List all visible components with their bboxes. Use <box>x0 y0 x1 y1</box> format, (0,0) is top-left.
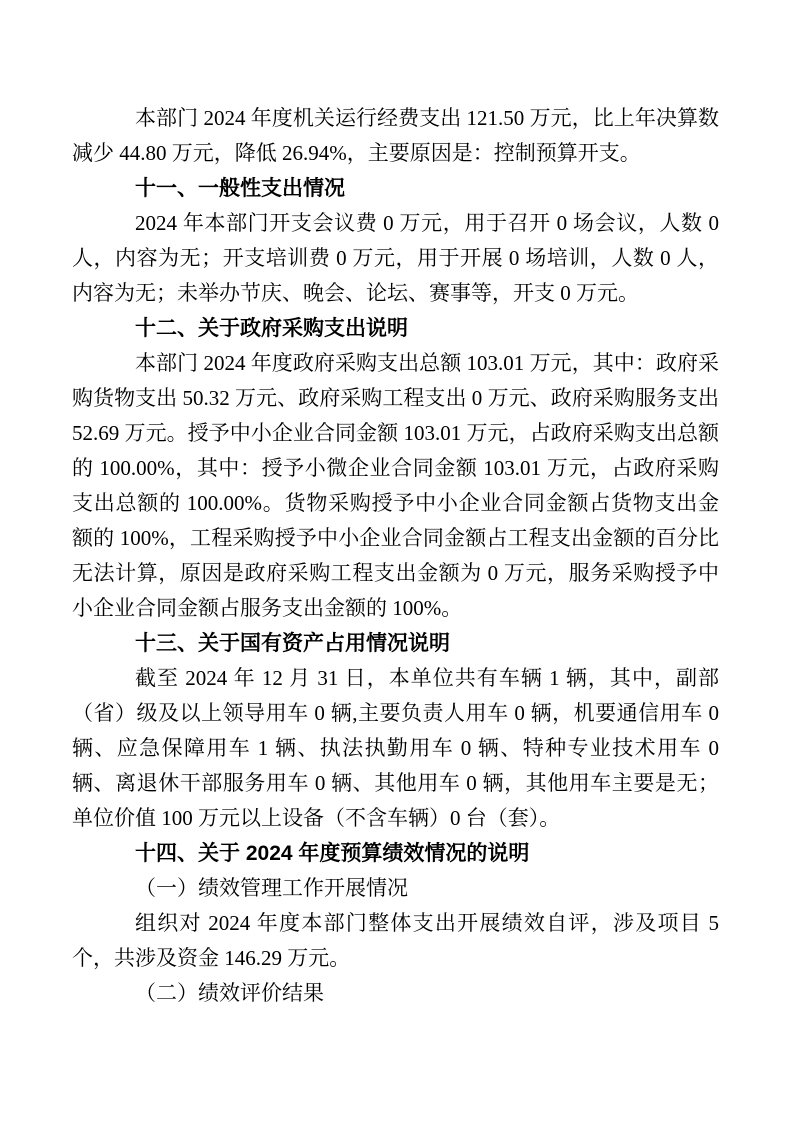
subheading-performance-management-work: （一）绩效管理工作开展情况 <box>135 877 408 900</box>
paragraph-government-procurement-detail: 本部门 2024 年度政府采购支出总额 103.01 万元，其中：政府采购货物支出 50.32 万元、政府采购工程支出 0 万元、政府采购服务支出 52.69 万元。授予中小企业合同金额 103.01 万元，占政府采购支出总额的 100.00%，其中：授予小微企业合同金额 103.01 万元，占政府采购支出总额的 100.00%。货物采购授予中小企业合同金额占货物支出金额的 100%，工程采购授予中小企业合同金额占工程支出金额的百分比无法计算，原因是政府采购工程支出金额为 0 万元，服务采购授予中小企业合同金额占服务支出金额的 100%。 <box>72 351 719 620</box>
paragraph-general-expenditure-detail: 2024 年本部门开支会议费 0 万元，用于召开 0 场会议，人数 0 人，内容为无；开支培训费 0 万元，用于开展 0 场培训，人数 0 人，内容为无；未举办节庆、晚会、论坛、赛事等，开支 0 万元。 <box>72 211 719 305</box>
paragraph-state-owned-assets-detail: 截至 2024 年 12 月 31 日，本单位共有车辆 1 辆，其中，副部（省）级及以上领导用车 0 辆,主要负责人用车 0 辆，机要通信用车 0 辆、应急保障用车 1 辆、执法执勤用车 0 辆、特种专业技术用车 0 辆、离退休干部服务用车 0 辆、其他用车 0 辆，其他用车主要是无；单位价值 100 万元以上设备（不含车辆）0 台（套）。 <box>72 666 719 830</box>
subheading-performance-evaluation-results: （二）绩效评价结果 <box>135 982 324 1005</box>
paragraph-performance-self-evaluation: 组织对 2024 年度本部门整体支出开展绩效自评，涉及项目 5 个，共涉及资金 146.29 万元。 <box>72 911 719 970</box>
heading-section-12-government-procurement: 十二、关于政府采购支出说明 <box>135 317 408 340</box>
heading-section-11-general-expenditure: 十一、一般性支出情况 <box>135 177 345 200</box>
heading-section-13-state-owned-assets: 十三、关于国有资产占用情况说明 <box>135 632 450 655</box>
heading-section-14-budget-performance: 十四、关于 2024 年度预算绩效情况的说明 <box>135 842 530 865</box>
paragraph-operating-expense: 本部门 2024 年度机关运行经费支出 121.50 万元，比上年决算数减少 44.80 万元，降低 26.94%，主要原因是：控制预算开支。 <box>72 106 719 165</box>
